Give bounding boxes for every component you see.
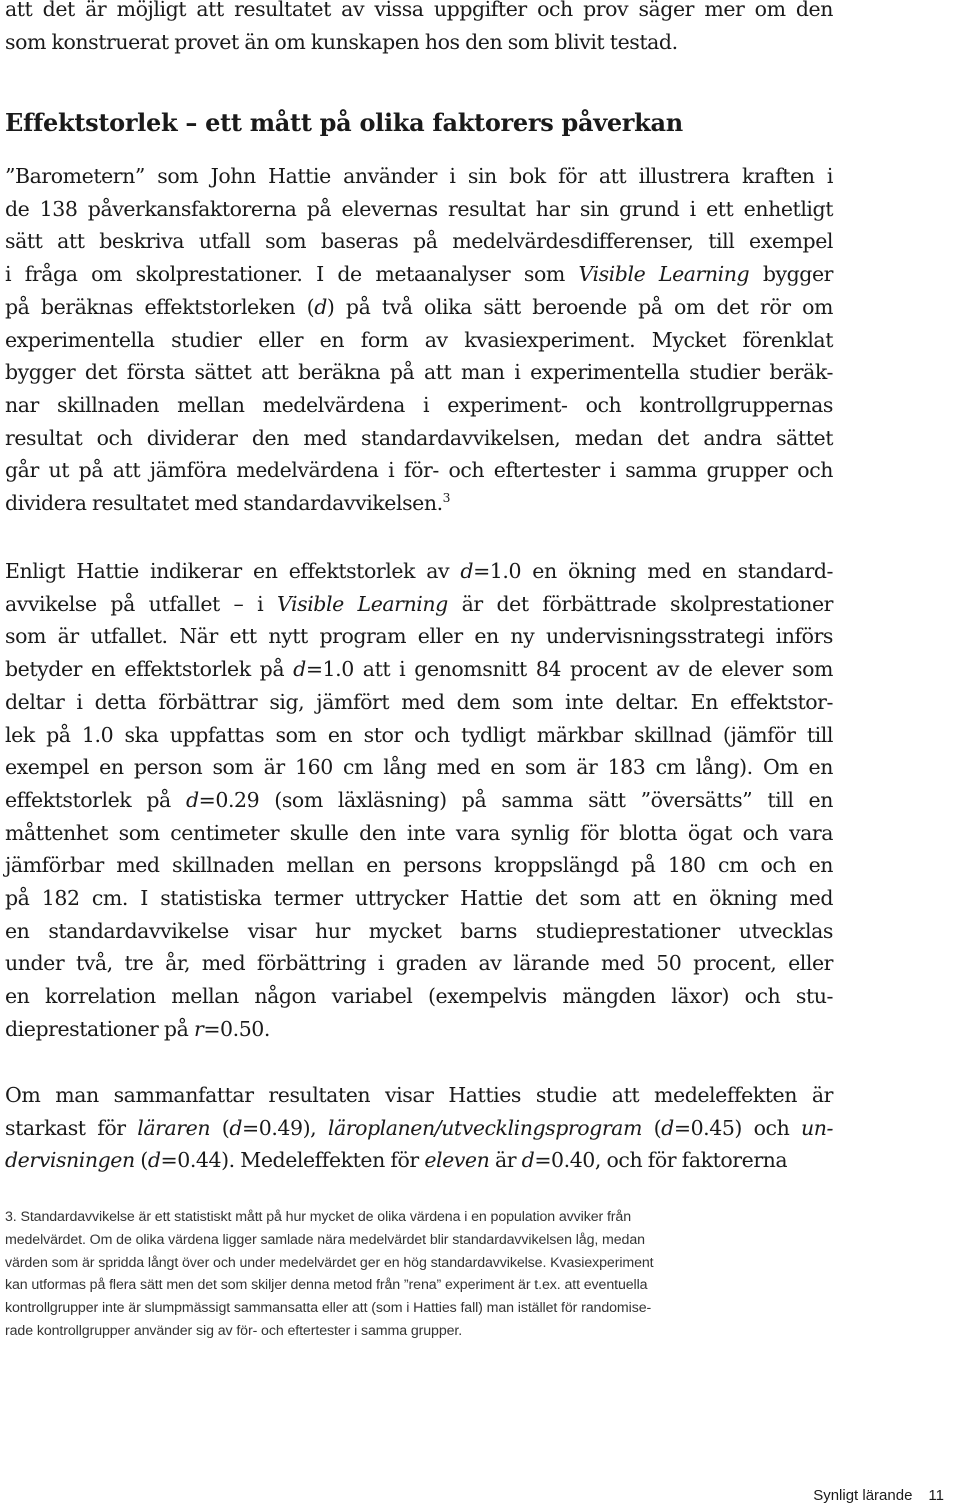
text-line: Enligt Hattie indikerar en effektstorlek av d=1.0 en ökning med en standard- [5, 559, 834, 583]
text-line: ”Barometern” som John Hattie använder i sin bok för att illustrera kraften i [5, 164, 833, 188]
text-line: Om man sammanfattar resultaten visar Hatties studie att medeleffekten är [5, 1083, 833, 1107]
text-line: en korrelation mellan någon variabel (exempelvis mängden läxor) och stu- [5, 984, 833, 1009]
variable-d: d [661, 1115, 674, 1140]
footnote-line: 3. Standardavvikelse är ett statistiskt mått på hur mycket de olika värdena i en population avviker från [5, 1209, 631, 1225]
variable-d: d [293, 657, 306, 682]
paragraph-effect-size [5, 555, 833, 1046]
section-heading: Effektstorlek – ett mått på olika faktorers påverkan [5, 108, 683, 137]
text-line: lek på 1.0 ska uppfattas som en stor och tydligt märkbar skillnad (jämför till [5, 722, 833, 747]
text-line: effektstorlek på d=0.29 (som läxläsning) på samma sätt ”översätts” till en [5, 787, 833, 812]
factor-curriculum: läroplanen/utvecklingsprogram [327, 1115, 642, 1140]
text-line: sätt att beskriva utfall som baseras på medelvärdesdifferenser, till exempel [5, 229, 833, 254]
text-line: bygger det första sättet att beräkna på att man i experimentella studier beräk- [5, 360, 833, 385]
footnote-line: kan utformas på flera sätt men det som skiljer denna metod från ”rena” experiment är t.ex. att eventuella [5, 1277, 648, 1294]
page-number: 11 [928, 1487, 944, 1504]
variable-d: d [314, 294, 327, 319]
text-line: måttenhet som centimeter skulle den inte vara synlig för blotta ögat och vara [5, 820, 833, 845]
text-line: dividera resultatet med standardavvikelsen.$^3$ [5, 491, 451, 516]
footnote-line: värden som är spridda långt över och under medelvärdet ger en hög standardavvikelse. Kvasiexperiment [5, 1254, 654, 1271]
variable-d: d [229, 1115, 242, 1140]
text-line: deltar i detta förbättrar sig, jämfört med dem som inte deltar. En effektstor- [5, 689, 833, 714]
footnote-line: rade kontrollgrupper använder sig av för- och eftertester i samma grupper. [5, 1322, 463, 1339]
footnote-line: kontrollgrupper inte är slumpmässigt sammansatta eller att (som i Hatties fall) man istället för randomise- [5, 1300, 652, 1317]
text-line: exempel en person som är 160 cm lång med en som är 183 cm lång). Om en [5, 755, 833, 780]
factor-teacher: läraren [137, 1115, 211, 1140]
paragraph-barometer [5, 160, 833, 520]
text-line: att det är möjligt att resultatet av vissa uppgifter och prov säger mer om den [5, 0, 833, 21]
text-line: nar skillnaden mellan medelvärdena i experiment- och kontrollgruppernas [5, 392, 833, 417]
text-line: avvikelse på utfallet – i Visible Learning är det förbättrade skolprestationer [5, 591, 833, 616]
factor-teaching-part: dervisningen [5, 1148, 135, 1173]
book-title-italic: Visible Learning [578, 262, 750, 287]
text-line: experimentella studier eller en form av kvasiexperiment. Mycket förenklat [5, 327, 833, 352]
text-line: starkast för läraren (d=0.49), läroplanen/utvecklingsprogram (d=0.45) och un- [5, 1115, 833, 1140]
text-line: går ut på att jämföra medelvärdena i för- och eftertester i samma grupper och [5, 458, 833, 483]
variable-d: d [185, 787, 199, 812]
text-line: som är utfallet. När ett nytt program eller en ny undervisningsstrategi införs [5, 624, 833, 649]
paragraph-intro [5, 0, 833, 58]
variable-d: d [521, 1148, 535, 1173]
paragraph-summary [5, 1079, 833, 1177]
variable-d: d [460, 559, 474, 583]
text-line: dieprestationer på r=0.50. [5, 1016, 270, 1041]
text-line: dervisningen (d=0.44). Medeleffekten för eleven är d=0.40, och för faktorerna [5, 1148, 788, 1173]
text-line: resultat och dividerar den med standardavvikelsen, medan det andra sättet [5, 425, 833, 450]
text-line: på 182 cm. I statistiska termer uttrycker Hattie det som att en ökning med [5, 886, 833, 911]
text-line: de 138 påverkansfaktorerna på elevernas resultat har sin grund i ett enhetligt [5, 196, 833, 221]
text-line: betyder en effektstorlek på d=1.0 att i genomsnitt 84 procent av de elever som [5, 657, 833, 682]
page-footer [813, 1487, 944, 1504]
factor-teaching-part: un- [800, 1115, 833, 1140]
book-title-italic: Visible Learning [277, 591, 448, 616]
text-line: en standardavvikelse visar hur mycket barns studieprestationer utvecklas [5, 918, 833, 943]
footnote-line: medelvärdet. Om de olika värdena ligger samlade nära medelvärdet blir standardavvikelsen låg, medan [5, 1231, 645, 1248]
variable-d: d [147, 1148, 161, 1173]
factor-student: eleven [424, 1148, 490, 1173]
footnote [5, 1206, 817, 1343]
running-title: Synligt lärande [813, 1487, 913, 1504]
text-line: jämförbar med skillnaden mellan en persons kroppslängd på 180 cm och en [5, 853, 833, 878]
text-line: som konstruerat provet än om kunskapen hos den som blivit testad. [5, 29, 678, 54]
text-line: i fråga om skolprestationer. I de metaanalyser som Visible Learning bygger [5, 262, 834, 287]
variable-r: r [193, 1016, 204, 1041]
text-line: på beräknas effektstorleken (d) på två olika sätt beroende på om det rör om [5, 294, 833, 319]
text-line: under två, tre år, med förbättring i graden av lärande med 50 procent, eller [5, 951, 833, 976]
footnote-reference[interactable]: 3 [442, 491, 451, 506]
